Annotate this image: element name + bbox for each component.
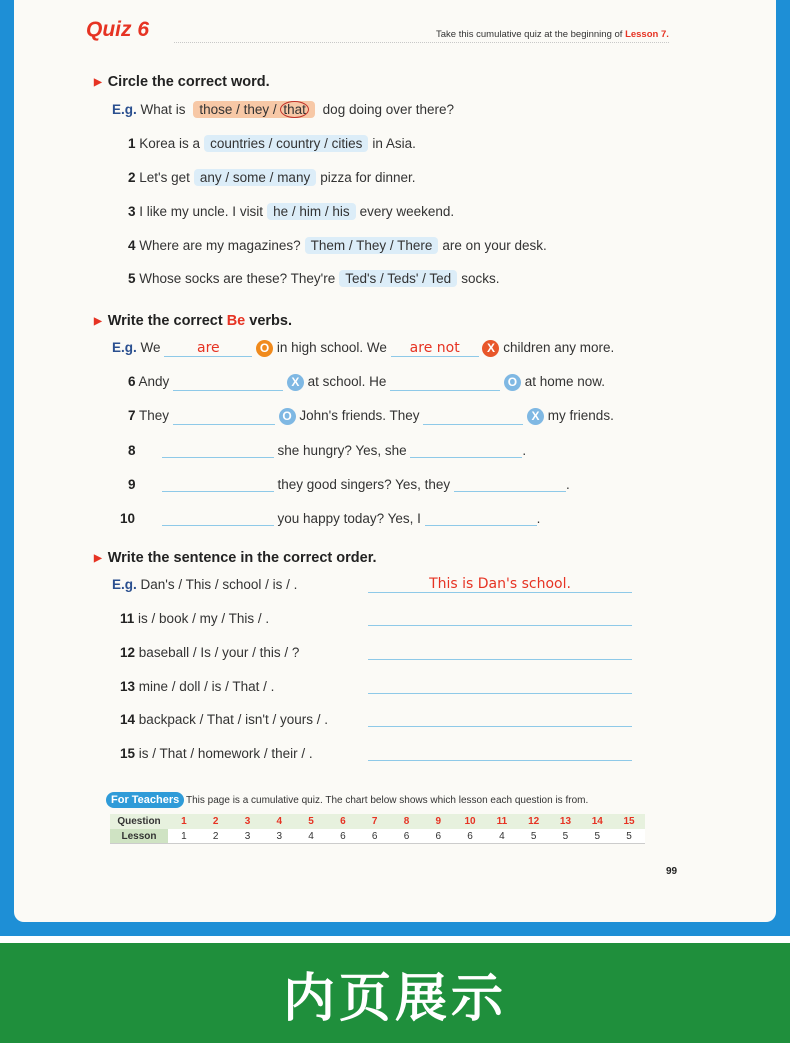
section2-title-b: verbs. — [249, 313, 293, 329]
triangle-bullet-icon: ▶ — [94, 77, 102, 88]
question-number: 2 — [128, 170, 136, 185]
answer-line[interactable] — [368, 644, 632, 660]
example-after: dog doing over there? — [322, 102, 455, 117]
question-number: 3 — [128, 204, 136, 219]
question-cell: 1 — [168, 814, 200, 829]
question-4 — [128, 237, 547, 254]
example-label: E.g. — [112, 340, 137, 356]
question-cell: 2 — [200, 814, 232, 829]
example-words: Dan's / This / school / is / . — [140, 577, 298, 592]
section2-title-a: Write the correct — [107, 313, 223, 329]
for-teachers-badge: For Teachers — [106, 792, 184, 808]
example-word: We — [140, 340, 161, 356]
question-6 — [128, 374, 605, 391]
section2-title-be: Be — [226, 313, 246, 329]
section3-title-text: Write the sentence in the correct order. — [107, 550, 377, 566]
scrambled-words: mine / doll / is / That / . — [138, 679, 275, 694]
question-text: Let's get — [139, 170, 190, 185]
question-14 — [120, 712, 328, 727]
section3-example — [112, 577, 297, 592]
question-1 — [128, 135, 416, 152]
question-text-end: every weekend. — [359, 204, 455, 219]
question-text-end: in Asia. — [372, 136, 416, 151]
lesson-cell: 4 — [486, 829, 518, 844]
answer-line[interactable] — [368, 745, 632, 761]
o-mark-icon: O — [256, 340, 273, 357]
header-note — [436, 29, 669, 40]
lesson-cell: 2 — [200, 829, 232, 844]
example-label: E.g. — [112, 577, 137, 592]
lesson-cell: 3 — [263, 829, 295, 844]
question-5 — [128, 270, 499, 287]
word-options[interactable]: Ted's / Teds' / Ted — [339, 270, 457, 287]
question-number: 12 — [120, 645, 136, 660]
period: . — [565, 477, 570, 492]
lesson-cell: 6 — [422, 829, 454, 844]
section2-example — [112, 340, 614, 357]
header-divider — [174, 42, 669, 43]
question-text: at home now. — [524, 374, 606, 390]
question-cell: 9 — [422, 814, 454, 829]
workbook-page — [14, 0, 776, 922]
question-number: 9 — [128, 477, 136, 492]
lesson-cell: 6 — [454, 829, 486, 844]
question-number: 15 — [120, 746, 136, 761]
lesson-cell: 6 — [359, 829, 391, 844]
answer-blank[interactable] — [173, 375, 283, 391]
example-word: in high school. We — [276, 340, 387, 356]
question-number: 11 — [120, 611, 135, 626]
period: . — [522, 443, 527, 458]
word-options[interactable]: Them / They / There — [305, 237, 439, 254]
lesson-cell: 1 — [168, 829, 200, 844]
question-text-end: socks. — [461, 271, 500, 286]
question-cell: 5 — [295, 814, 327, 829]
question-text-end: pizza for dinner. — [320, 170, 416, 185]
example-answer-1: are — [164, 340, 252, 357]
question-text: at school. He — [307, 374, 387, 390]
scrambled-words: is / That / homework / their / . — [138, 746, 313, 761]
question-number: 8 — [128, 443, 136, 458]
answer-blank[interactable] — [423, 409, 523, 425]
question-number: 5 — [128, 271, 136, 286]
answer-blank[interactable] — [390, 375, 500, 391]
question-text-end: are on your desk. — [442, 238, 547, 253]
question-number: 6 — [128, 374, 136, 390]
question-cell: 13 — [550, 814, 582, 829]
question-11 — [120, 611, 269, 626]
question-text: you happy today? Yes, I — [277, 511, 421, 526]
x-mark-icon: X — [527, 408, 544, 425]
example-answer-2: are not — [391, 340, 479, 357]
question-8 — [128, 442, 526, 458]
answer-line[interactable] — [368, 610, 632, 626]
question-cell: 8 — [391, 814, 423, 829]
o-mark-icon: O — [504, 374, 521, 391]
section1-title-text: Circle the correct word. — [107, 74, 270, 90]
lesson-cell: 5 — [518, 829, 550, 844]
o-mark-icon: O — [279, 408, 296, 425]
question-7 — [128, 408, 614, 425]
question-3 — [128, 203, 454, 220]
answer-blank[interactable] — [454, 476, 566, 492]
question-text: she hungry? Yes, she — [277, 443, 407, 458]
header-note-lesson: Lesson 7. — [625, 29, 669, 40]
word-options[interactable]: countries / country / cities — [204, 135, 368, 152]
question-header: Question — [110, 814, 168, 829]
question-15 — [120, 746, 313, 761]
header-note-text: Take this cumulative quiz at the beginning of — [436, 29, 623, 40]
page-number: 99 — [666, 866, 678, 877]
question-cell: 3 — [232, 814, 264, 829]
answer-blank[interactable] — [162, 476, 274, 492]
x-mark-icon: X — [287, 374, 304, 391]
question-cell: 10 — [454, 814, 486, 829]
question-text: John's friends. They — [299, 408, 420, 424]
question-cell: 7 — [359, 814, 391, 829]
example-word: children any more. — [503, 340, 615, 356]
question-row — [110, 814, 645, 829]
question-cell: 12 — [518, 814, 550, 829]
inner-page-banner: 内页展示 — [0, 943, 790, 1043]
lesson-cell: 6 — [327, 829, 359, 844]
question-number: 4 — [128, 238, 136, 253]
question-text: Korea is a — [139, 136, 201, 151]
question-text: they good singers? Yes, they — [277, 477, 451, 492]
example-label: E.g. — [112, 102, 137, 117]
answer-blank[interactable] — [162, 510, 274, 526]
word-options[interactable]: he / him / his — [267, 203, 356, 220]
question-cell: 4 — [263, 814, 295, 829]
question-number: 7 — [128, 408, 136, 424]
question-cell: 15 — [613, 814, 645, 829]
question-number: 10 — [120, 511, 136, 526]
question-number: 14 — [120, 712, 136, 727]
question-13 — [120, 679, 274, 694]
section1-title — [94, 74, 270, 90]
question-number: 1 — [128, 136, 136, 151]
question-cell: 6 — [327, 814, 359, 829]
lesson-cell: 4 — [295, 829, 327, 844]
question-9 — [128, 476, 570, 492]
answer-blank[interactable] — [410, 442, 522, 458]
lesson-chart — [110, 814, 645, 844]
question-12 — [120, 645, 299, 660]
triangle-bullet-icon: ▶ — [94, 316, 102, 327]
scrambled-words: backpack / That / isn't / yours / . — [138, 712, 328, 727]
answer-blank[interactable] — [162, 442, 274, 458]
example-before: What is — [140, 102, 186, 117]
question-text: They — [139, 408, 170, 424]
lesson-row — [110, 829, 645, 844]
scrambled-words: is / book / my / This / . — [138, 611, 270, 626]
lesson-header: Lesson — [110, 829, 168, 844]
question-text: Andy — [138, 374, 170, 390]
x-mark-icon: X — [482, 340, 499, 357]
question-10 — [120, 510, 540, 526]
example-sentence-answer: This is Dan's school. — [368, 576, 632, 593]
lesson-cell: 5 — [613, 829, 645, 844]
scrambled-words: baseball / Is / your / this / ? — [138, 645, 300, 660]
question-2 — [128, 169, 416, 186]
lesson-cell: 5 — [581, 829, 613, 844]
example-options — [193, 101, 315, 118]
section2-title — [94, 313, 292, 329]
separator — [0, 936, 790, 943]
triangle-bullet-icon: ▶ — [94, 553, 102, 564]
section3-title — [94, 550, 377, 566]
question-text: my friends. — [547, 408, 614, 424]
question-text: Where are my magazines? — [139, 238, 301, 253]
question-cell: 14 — [581, 814, 613, 829]
question-number: 13 — [120, 679, 136, 694]
lesson-cell: 5 — [550, 829, 582, 844]
lesson-cell: 6 — [391, 829, 423, 844]
example-options-text: those / they / — [199, 102, 277, 117]
answer-blank[interactable] — [425, 510, 537, 526]
question-text: I like my uncle. I visit — [139, 204, 264, 219]
answer-blank[interactable] — [173, 409, 275, 425]
question-text: Whose socks are these? They're — [139, 271, 336, 286]
quiz-title: Quiz 6 — [86, 18, 150, 41]
answer-line[interactable] — [368, 678, 632, 694]
for-teachers-note: This page is a cumulative quiz. The chart below shows which lesson each question is from. — [186, 795, 589, 806]
question-cell: 11 — [486, 814, 518, 829]
answer-line[interactable] — [368, 711, 632, 727]
section1-example — [112, 101, 454, 118]
lesson-cell: 3 — [232, 829, 264, 844]
word-options[interactable]: any / some / many — [194, 169, 316, 186]
circled-answer: that — [280, 101, 309, 118]
period: . — [536, 511, 541, 526]
